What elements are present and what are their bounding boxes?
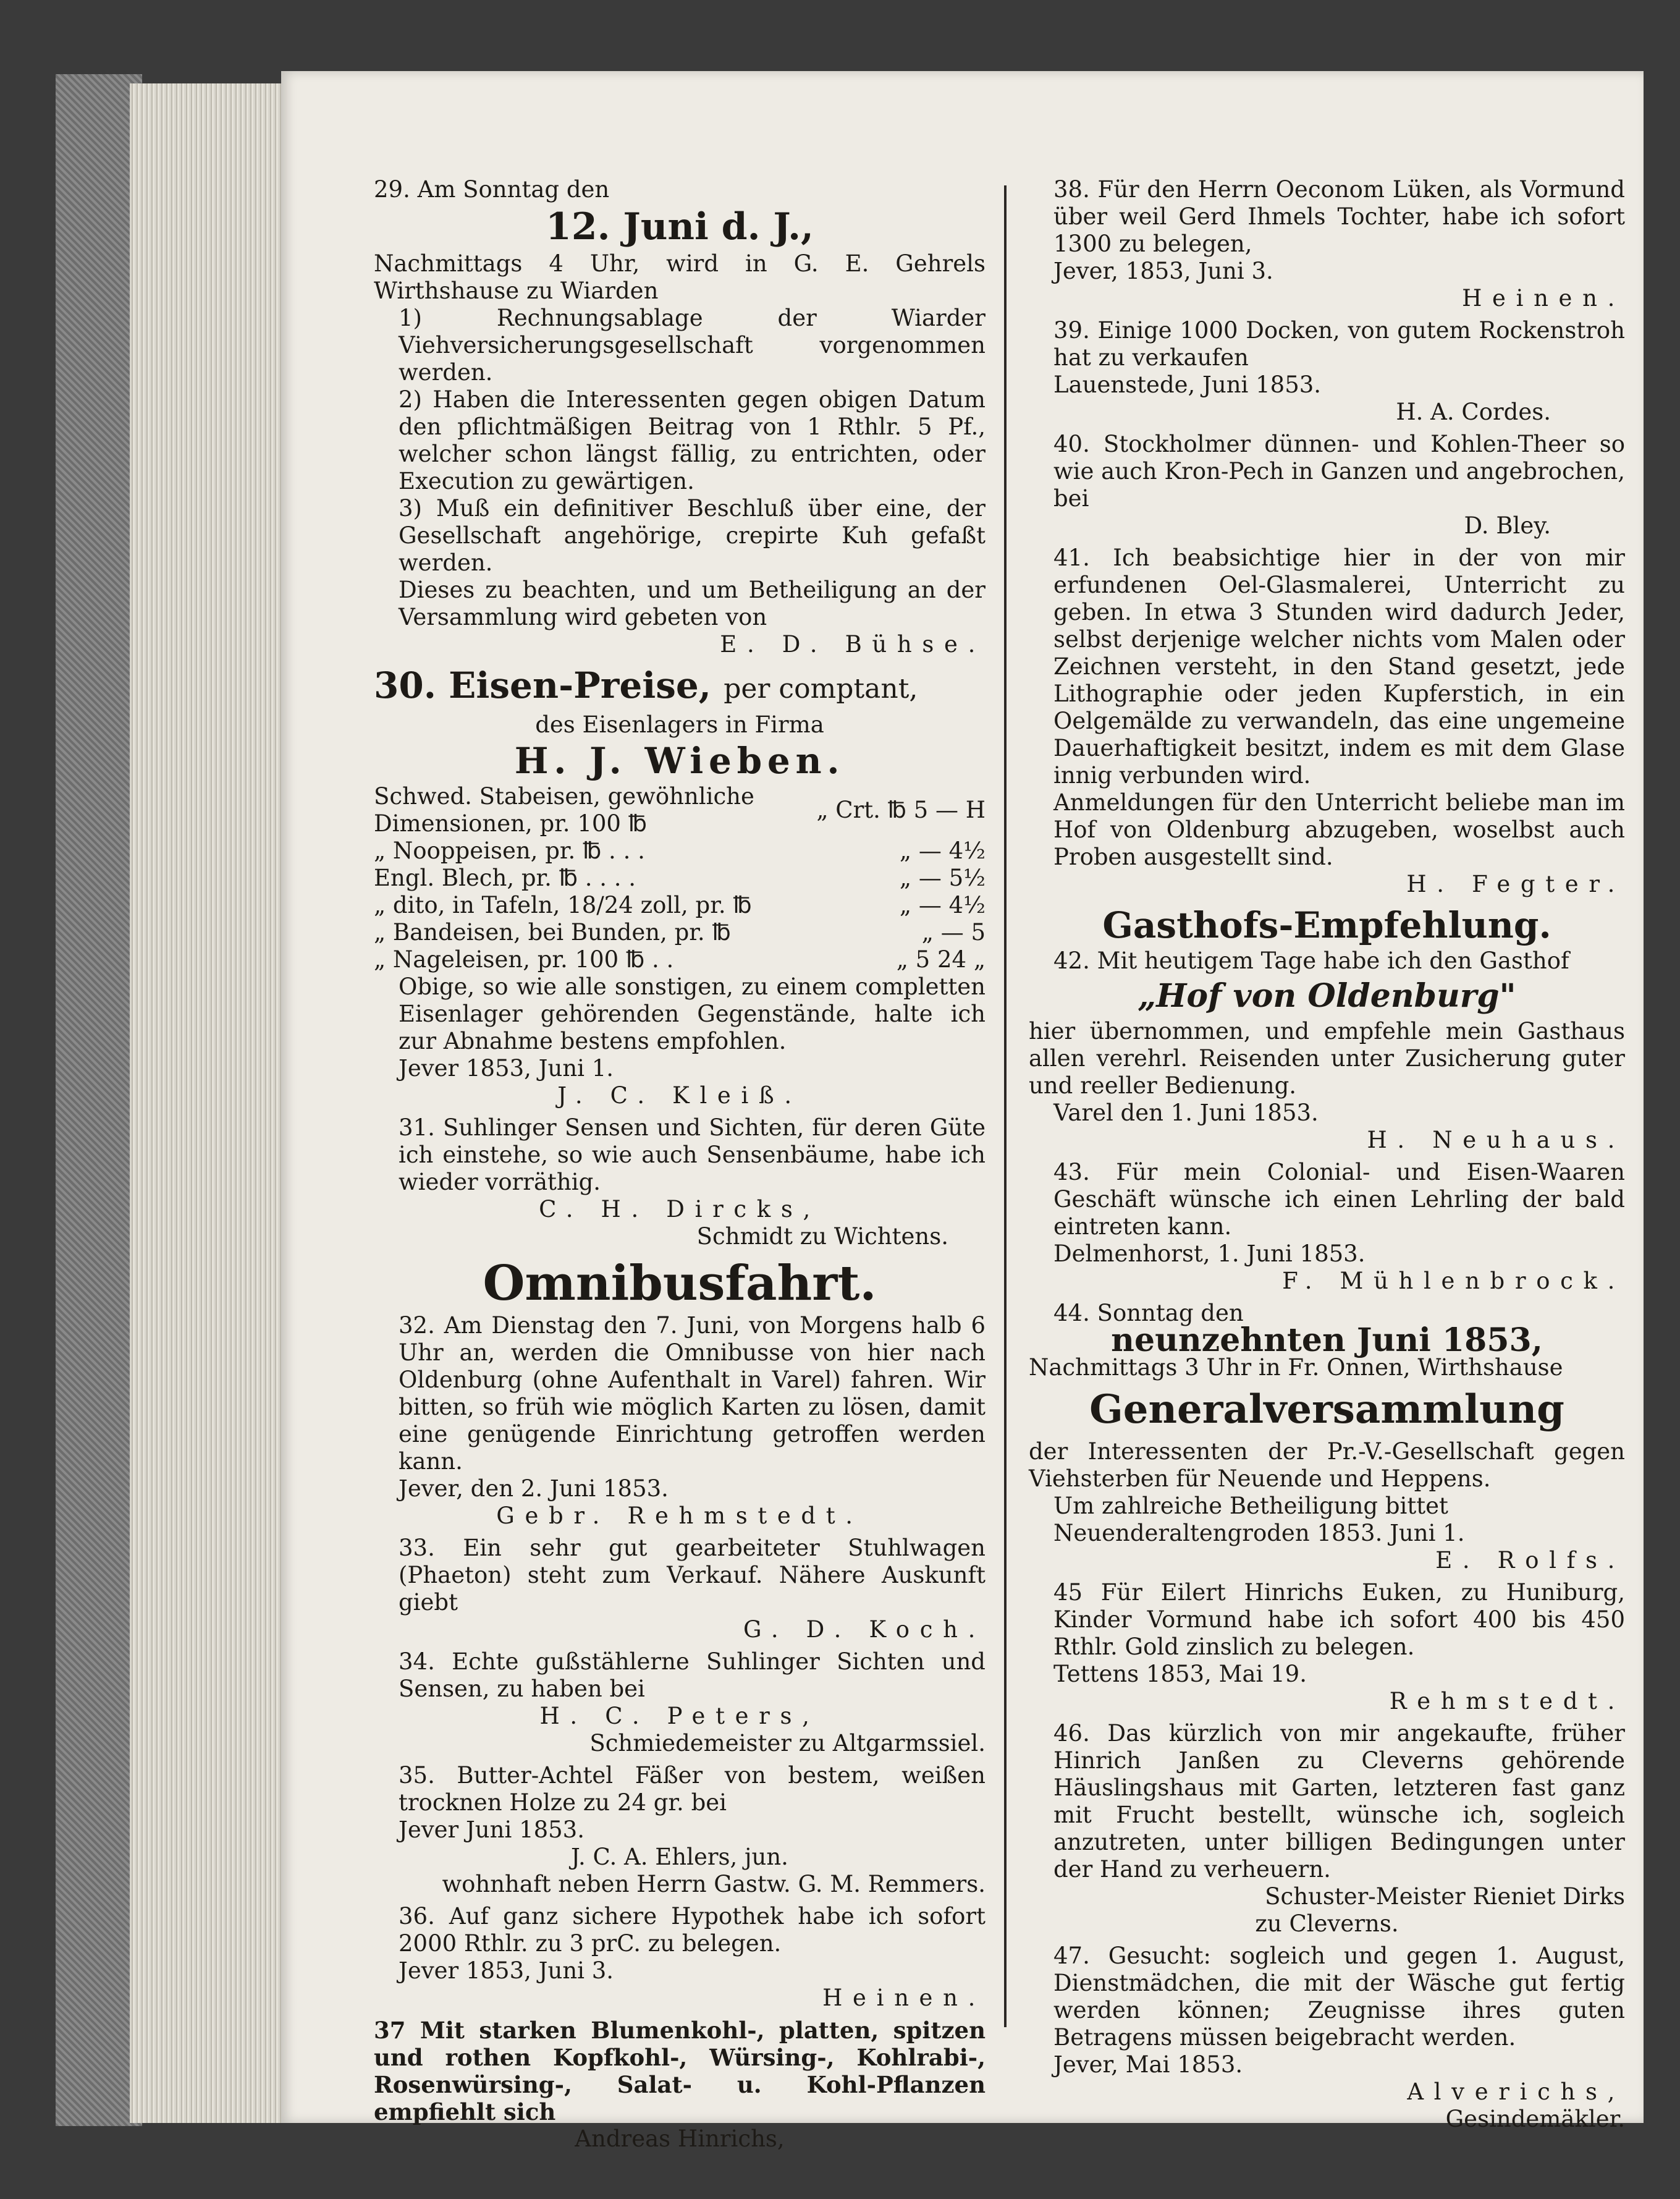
ad-35-date: Jever Juni 1853.	[399, 1816, 585, 1843]
ad-33-signature: G. D. Koch.	[743, 1616, 986, 1643]
price-row	[374, 946, 986, 973]
ad-40-signature: D. Bley.	[1464, 512, 1551, 539]
ad-29-item-3: 3) Muß ein definitiver Beschluß über eine, der Gesellschaft angehörige, crepirte Kuh gefaßt werden.	[399, 495, 986, 576]
ad-29-signature: E. D. Bühse.	[720, 631, 986, 658]
ad-29-item-2: 2) Haben die Interessenten gegen obigen Datum den pflichtmäßigen Beitrag von 1 Rthlr. 5 Pf., welcher schon längst fällig, zu entrichten, oder Execution zu gewärtigen.	[399, 386, 986, 494]
ad-47-body: 47. Gesucht: sogleich und gegen 1. August, Dienstmädchen, die mit der Wäsche gut fertig werden können; Zeugnisse ihres guten Betragens müssen beigebracht werden.	[1053, 1943, 1625, 2051]
ad-42	[1029, 947, 1625, 1154]
price-row	[374, 892, 986, 919]
ad-36-body: 36. Auf ganz sichere Hypothek habe ich sofort 2000 Rthlr. zu 3 prC. zu belegen.	[399, 1903, 986, 1957]
ad-38-date: Jever, 1853, Juni 3.	[1053, 258, 1273, 284]
price-row	[374, 837, 986, 865]
ad-44-date-2: Neuenderaltengroden 1853. Juni 1.	[1053, 1520, 1465, 1546]
ad-46-signature: Schuster-Meister Rieniet Dirks	[1265, 1883, 1625, 1910]
ad-38-signature: Heinen.	[1462, 285, 1625, 311]
ad-35-address: wohnhaft neben Herrn Gastw. G. M. Remmers.	[442, 1871, 986, 1897]
ad-42-signature: H. Neuhaus.	[1367, 1127, 1625, 1153]
ad-40-body: 40. Stockholmer dünnen- und Kohlen-Theer so wie auch Kron-Pech in Ganzen und angebrochen, bei	[1053, 431, 1625, 512]
ad-45	[1029, 1579, 1625, 1715]
ad-42-name: „Hof von Oldenburg"	[1138, 977, 1516, 1015]
ad-29-body: Nachmittags 4 Uhr, wird in G. E. Gehrels Wirthshause zu Wiarden	[374, 250, 986, 304]
ad-44-date: neunzehnten Juni 1853,	[1111, 1321, 1543, 1359]
ad-32	[374, 1312, 986, 1530]
ad-42-date: Varel den 1. Juni 1853.	[1053, 1100, 1319, 1126]
ad-41	[1029, 544, 1625, 898]
ad-31-signature: C. H. Dircks,	[539, 1196, 821, 1222]
ad-29-item-1: 1) Rechnungsablage der Wiarder Viehversicherungsgesellschaft vorgenommen werden.	[399, 305, 986, 386]
ad-30-firm: des Eisenlagers in Firma	[535, 711, 824, 738]
ad-44-title: Generalversammlung	[1089, 1386, 1564, 1433]
ad-42-body-2: hier übernommen, und empfehle mein Gasthaus allen verehrl. Reisenden unter Zusicherung guter und reeller Bedienung.	[1029, 1018, 1625, 1099]
ad-39-date: Lauenstede, Juni 1853.	[1053, 371, 1322, 398]
ad-34	[374, 1648, 986, 1757]
ad-44-signature: E. Rolfs.	[1435, 1547, 1625, 1574]
ad-41-body-2: Anmeldungen für den Unterricht beliebe man im Hof von Oldenburg abzugeben, woselbst auch Proben ausgestellt sind.	[1053, 789, 1625, 870]
price-value: „ — 5½	[899, 865, 986, 891]
ad-29-close: Dieses zu beachten, und um Betheiligung an der Versammlung wird gebeten von	[399, 577, 986, 630]
ad-47-date: Jever, Mai 1853.	[1053, 2051, 1243, 2078]
ad-36-signature: Heinen.	[822, 1985, 986, 2011]
ad-45-date: Tettens 1853, Mai 19.	[1053, 1661, 1307, 1687]
ad-30-number: 30.	[374, 664, 436, 706]
ad-33-body: 33. Ein sehr gut gearbeiteter Stuhlwagen (Phaeton) steht zum Verkauf. Nähere Auskunft giebt	[399, 1535, 986, 1616]
ad-38	[1029, 176, 1625, 312]
ad-29	[374, 176, 986, 658]
ad-43	[1029, 1159, 1625, 1295]
price-value: „ — 4½	[899, 892, 986, 918]
ad-46-body: 46. Das kürzlich von mir angekaufte, früher Hinrich Janßen zu Cleverns gehörende Häuslingshaus mit Garten, letzteren fast ganz mit Frucht bestellt, wünsche ich, sogleich anzutreten, unter billigen Bedingungen unter der Hand zu verheuern.	[1053, 1720, 1625, 1883]
ad-39-body: 39. Einige 1000 Docken, von gutem Rockenstroh hat zu verkaufen	[1053, 317, 1625, 371]
price-item: „ Nooppeisen, pr. ℔ . . .	[374, 837, 645, 864]
left-column	[374, 176, 986, 2158]
ad-32-date: Jever, den 2. Juni 1853.	[399, 1475, 669, 1502]
ad-37-signature: Andreas Hinrichs,	[575, 2125, 785, 2152]
ad-30	[374, 663, 986, 1109]
price-value: „ Crt. ℔ 5 — H	[816, 797, 986, 823]
price-row	[374, 783, 986, 837]
ad-38-body: 38. Für den Herrn Oeconom Lüken, als Vormund über weil Gerd Ihmels Tochter, habe ich sofort 1300 zu belegen,	[1053, 176, 1625, 257]
ad-43-signature: F. Mühlenbrock.	[1282, 1268, 1625, 1294]
ad-41-body: 41. Ich beabsichtige hier in der von mir erfundenen Oel-Glasmalerei, Unterricht zu geben. In etwa 3 Stunden wird dadurch Jeder, selbst derjenige welcher nichts vom Malen oder Zeichnen versteht, in den Stand gesetzt, jede Lithographie oder jeden Kupferstich, in ein Oelgemälde zu verwandeln, das eine ungemeine Dauerhaftigkeit besitzt, indem es mit dem Glase innig verbunden wird.	[1053, 544, 1625, 789]
ad-34-location: Schmiedemeister zu Altgarmssiel.	[589, 1730, 986, 1756]
ad-33	[374, 1535, 986, 1643]
right-column	[1029, 176, 1625, 2138]
price-item: Schwed. Stabeisen, gewöhnliche Dimensionen, pr. 100 ℔	[374, 783, 754, 837]
ad-43-date: Delmenhorst, 1. Juni 1853.	[1053, 1240, 1366, 1267]
price-item: „ Nageleisen, pr. 100 ℔ . .	[374, 946, 674, 973]
price-row	[374, 919, 986, 946]
ad-30-body: Obige, so wie alle sonstigen, zu einem completten Eisenlager gehörenden Gegenstände, halte ich zur Abnahme bestens empfohlen.	[399, 973, 986, 1054]
ad-37	[374, 2017, 986, 2153]
ad-35	[374, 1762, 986, 1898]
ad-32-body: 32. Am Dienstag den 7. Juni, von Morgens halb 6 Uhr an, werden die Omnibusse von hier nach Oldenburg (ohne Aufenthalt in Varel) fahren. Wir bitten, so früh wie möglich Karten zu lösen, damit eine genügende Einrichtung getroffen werden kann.	[399, 1312, 986, 1475]
ad-32-signature: Gebr. Rehmstedt.	[496, 1502, 863, 1529]
price-value: „ — 5	[921, 919, 986, 946]
ad-29-date: 12. Juni d. J.,	[546, 205, 814, 248]
price-value: „ — 4½	[899, 837, 986, 864]
ad-44-intro: 44. Sonntag den	[1053, 1300, 1244, 1326]
column-divider	[1004, 185, 1007, 2027]
ad-46-location: zu Cleverns.	[1255, 1910, 1399, 1937]
ad-44-close: Um zahlreiche Betheiligung bittet	[1053, 1493, 1448, 1519]
ad-42-body: 42. Mit heutigem Tage habe ich den Gasthof	[1053, 947, 1569, 974]
price-table	[374, 783, 986, 973]
ad-37-body: 37 Mit starken Blumenkohl-, platten, spitzen und rothen Kopfkohl-, Würsing-, Kohlrabi-, Rosenwürsing-, Salat- u. Kohl-Pflanzen empfiehlt sich	[374, 2017, 986, 2125]
ad-36	[374, 1903, 986, 2012]
ad-39	[1029, 317, 1625, 426]
ad-47-signature: Alverichs,	[1407, 2078, 1625, 2105]
ad-30-signature: J. C. Kleiß.	[557, 1082, 802, 1109]
omnibus-heading: Omnibusfahrt.	[483, 1255, 877, 1311]
ad-45-signature: Rehmstedt.	[1389, 1688, 1625, 1714]
ad-31	[374, 1114, 986, 1250]
ad-31-body: 31. Suhlinger Sensen und Sichten, für deren Güte ich einstehe, so wie auch Sensenbäume, habe ich wieder vorräthig.	[399, 1114, 986, 1195]
ad-44-body: Nachmittags 3 Uhr in Fr. Onnen, Wirthshause	[1029, 1354, 1563, 1381]
ad-40	[1029, 431, 1625, 540]
ad-30-title: Eisen-Preise,	[449, 664, 711, 706]
ad-31-location: Schmidt zu Wichtens.	[696, 1223, 948, 1250]
ad-35-body: 35. Butter-Achtel Fäßer von bestem, weißen trocknen Holze zu 24 gr. bei	[399, 1762, 986, 1816]
ad-47	[1029, 1943, 1625, 2133]
ad-44-body-2: der Interessenten der Pr.-V.-Gesellschaft gegen Viehsterben für Neuende und Heppens.	[1029, 1438, 1625, 1492]
ad-30-date: Jever 1853, Juni 1.	[399, 1055, 614, 1082]
ad-46	[1029, 1720, 1625, 1938]
price-item: Engl. Blech, pr. ℔ . . . .	[374, 865, 636, 891]
ad-34-signature: H. C. Peters,	[539, 1703, 820, 1729]
ad-45-body: 45 Für Eilert Hinrichs Euken, zu Huniburg, Kinder Vormund habe ich sofort 400 bis 450 Rthlr. Gold zinslich zu belegen.	[1053, 1579, 1625, 1660]
page-stack-edges	[130, 83, 281, 2123]
ad-36-date: Jever 1853, Juni 3.	[399, 1957, 614, 1984]
ad-29-intro: 29. Am Sonntag den	[374, 176, 610, 203]
price-value: „ 5 24 „	[896, 946, 986, 973]
price-item: „ dito, in Tafeln, 18/24 zoll, pr. ℔	[374, 892, 752, 918]
ad-41-signature: H. Fegter.	[1406, 871, 1625, 897]
ad-34-body: 34. Echte gußstählerne Suhlinger Sichten und Sensen, zu haben bei	[399, 1648, 986, 1702]
ad-47-title: Gesindemäkler.	[1445, 2106, 1625, 2132]
ad-30-subtitle: per comptant,	[724, 673, 918, 705]
price-row	[374, 865, 986, 892]
book-cover-edge	[56, 74, 142, 2126]
ad-44	[1029, 1300, 1625, 1574]
ad-43-body: 43. Für mein Colonial- und Eisen-Waaren Geschäft wünsche ich einen Lehrling der bald eintreten kann.	[1053, 1159, 1625, 1240]
ad-35-signature: J. C. A. Ehlers, jun.	[571, 1844, 788, 1870]
ad-39-signature: H. A. Cordes.	[1396, 399, 1551, 425]
ad-30-name: H. J. Wieben.	[514, 740, 845, 782]
price-item: „ Bandeisen, bei Bunden, pr. ℔	[374, 919, 731, 946]
gasthof-heading: Gasthofs-Empfehlung.	[1102, 904, 1551, 946]
